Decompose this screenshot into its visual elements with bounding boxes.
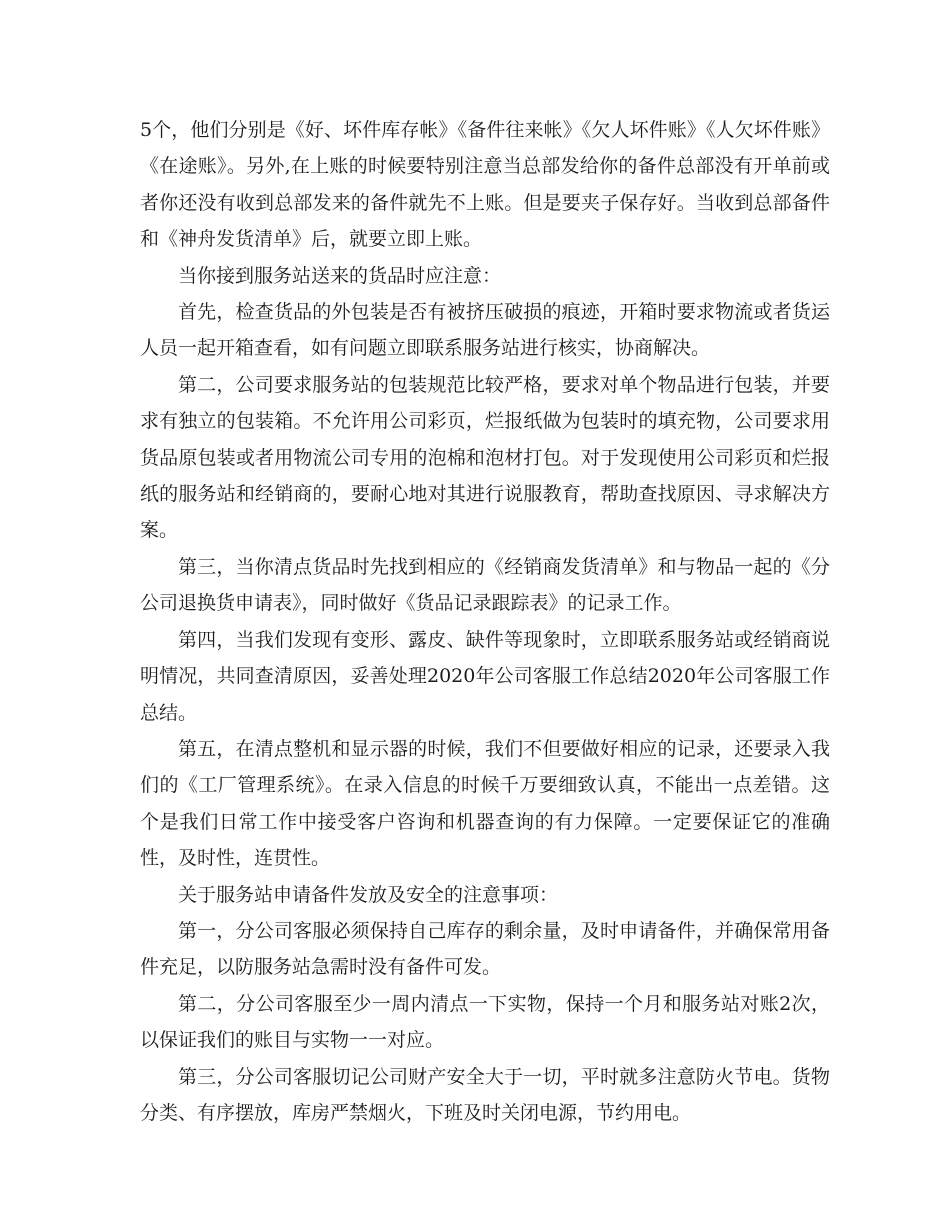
paragraph-fourth-damage-handling: 第四，当我们发现有变形、露皮、缺件等现象时，立即联系服务站或经销商说明情况，共同查清原因，妥善处理2020年公司客服工作总结2020年公司客服工作总结。 bbox=[140, 628, 830, 724]
paragraph-first-check-packaging: 首先，检查货品的外包装是否有被挤压破损的痕迹，开箱时要求物流或者货运人员一起开箱查看，如有问题立即联系服务站进行核实，协商解决。 bbox=[140, 301, 830, 360]
paragraph-second-reconciliation: 第二，分公司客服至少一周内清点一下实物，保持一个月和服务站对账2次，以保证我们的账目与实物一一对应。 bbox=[140, 992, 830, 1052]
paragraph-spare-parts-heading: 关于服务站申请备件发放及安全的注意事项： bbox=[178, 883, 559, 906]
paragraph-second-packaging-rules: 第二，公司要求服务站的包装规范比较严格，要求对单个物品进行包装，并要求有独立的包装箱。不允许用公司彩页，烂报纸做为包装时的填充物，公司要求用货品原包装或者用物流公司专用的泡棉和泡材打包。对于发现使用公司彩页和烂报纸的服务站和经销商的，要耐心地对其进行说服教育，帮助查找原因、寻求解决方案。 bbox=[140, 373, 830, 542]
paragraph-third-counting-goods: 第三，当你清点货品时先找到相应的《经销商发货清单》和与物品一起的《分公司退换货申请表》，同时做好《货品记录跟踪表》的记录工作。 bbox=[140, 555, 830, 615]
document-body bbox=[140, 112, 830, 1131]
paragraph-third-safety: 第三，分公司客服切记公司财产安全大于一切，平时就多注意防火节电。货物分类、有序摆放，库房严禁烟火，下班及时关闭电源，节约用电。 bbox=[140, 1065, 830, 1124]
paragraph-first-stock-level: 第一，分公司客服必须保持自己库存的剩余量，及时申请备件，并确保常用备件充足，以防服务站急需时没有备件可发。 bbox=[140, 919, 830, 979]
paragraph-fifth-system-entry: 第五，在清点整机和显示器的时候，我们不但要做好相应的记录，还要录入我们的《工厂管理系统》。在录入信息的时候千万要细致认真，不能出一点差错。这个是我们日常工作中接受客户咨询和机器查询的有力保障。一定要保证它的准确性，及时性，连贯性。 bbox=[140, 737, 830, 870]
paragraph-ledger-accounts: 5个，他们分别是《好、坏件库存帐》《备件往来帐》《欠人坏件账》《人欠坏件账》《在途账》。另外,在上账的时候要特别注意当总部发给你的备件总部没有开单前或者你还没有收到总部发来的备件就先不上账。但是要夹子保存好。当收到总部备件和《神舟发货清单》后，就要立即上账。 bbox=[140, 119, 830, 251]
paragraph-receiving-goods-heading: 当你接到服务站送来的货品时应注意： bbox=[178, 264, 502, 287]
